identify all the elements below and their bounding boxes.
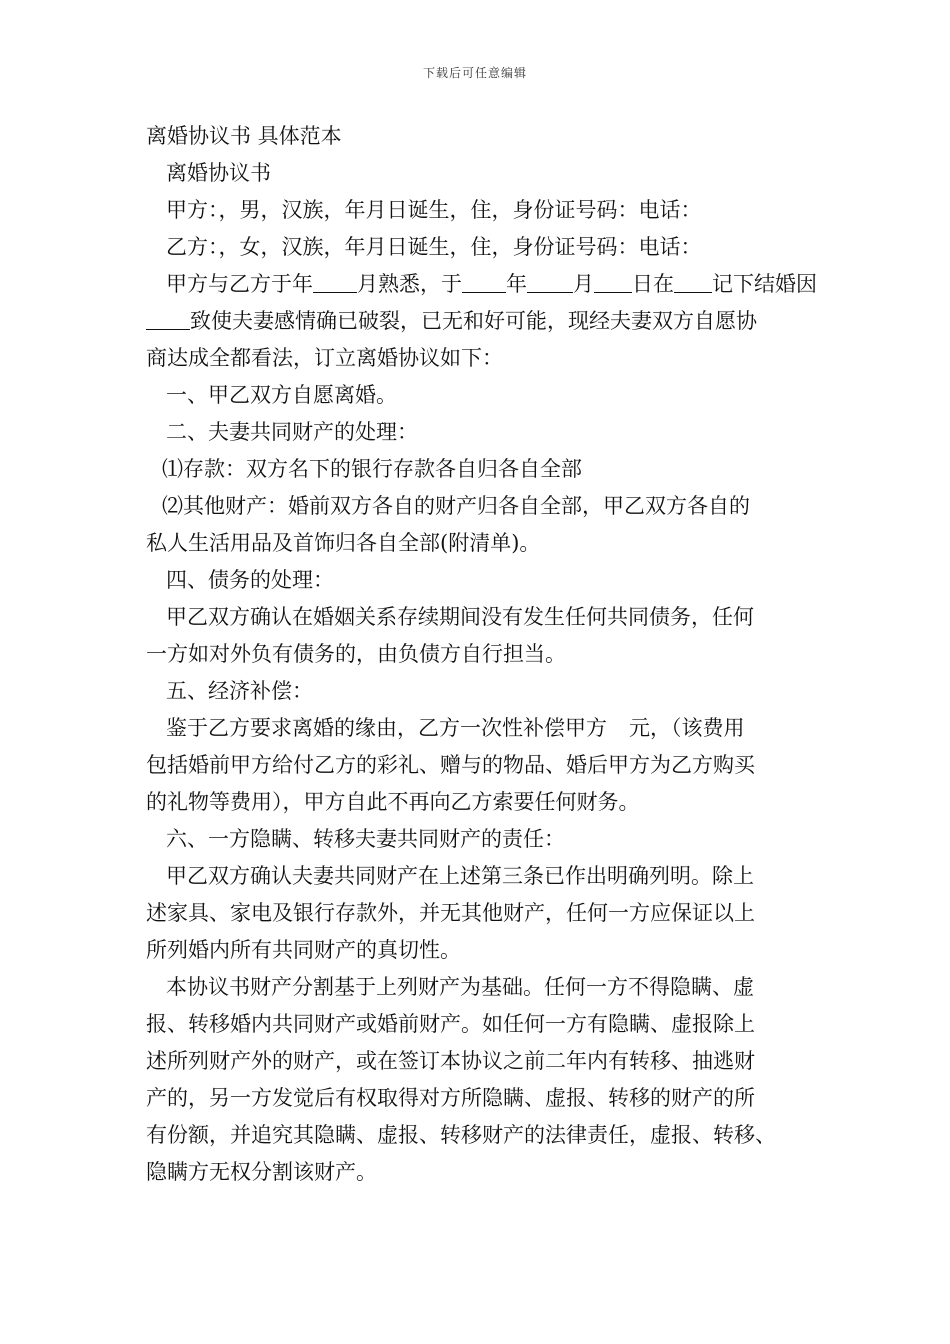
property-clause-cont: 报、转移婚内共同财产或婚前财产。如任何一方有隐瞒、虚报除上: [146, 1012, 755, 1036]
property-clause: 本协议书财产分割基于上列财产为基础。任何一方不得隐瞒、虚: [166, 975, 754, 999]
section-5-heading: 五、经济补偿：: [166, 679, 313, 703]
property-clause-cont-4: 有份额，并追究其隐瞒、虚报、转移财产的法律责任，虚报、转移、: [146, 1123, 776, 1147]
download-note: 下载后可任意编辑: [422, 66, 527, 80]
section-5-text-cont: 包括婚前甲方给付乙方的彩礼、赠与的物品、婚后甲方为乙方购买: [146, 753, 755, 777]
section-5-text-cont-2: 的礼物等费用），甲方自此不再向乙方索要任何财务。: [146, 790, 640, 814]
blank-field: [462, 272, 506, 293]
blank-field: [594, 272, 632, 293]
intro-line-2: 致使夫妻感情确已破裂，已无和好可能，现经夫妻双方自愿协: [146, 303, 826, 340]
section-6-text-cont: 述家具、家电及银行存款外，并无其他财产，任何一方应保证以上: [146, 901, 755, 925]
blank-field: [527, 272, 573, 293]
intro-line-3: 商达成全都看法，订立离婚协议如下：: [146, 346, 503, 370]
section-6-text: 甲乙双方确认夫妻共同财产在上述第三条已作出明确列明。除上: [166, 864, 754, 888]
agreement-heading: 离婚协议书: [166, 161, 271, 185]
section-2-item-2-cont: 私人生活用品及首饰归各自全部(附清单)。: [146, 531, 541, 555]
section-6-heading: 六、一方隐瞒、转移夫妻共同财产的责任：: [166, 827, 565, 851]
property-clause-cont-2: 述所列财产外的财产，或在签订本协议之前二年内有转移、抽逃财: [146, 1049, 755, 1073]
party-b-info: 乙方：，女，汉族，年月日诞生，住，身份证号码：电话：: [166, 235, 702, 259]
intro-line-1: 甲方与乙方于年 月熟悉，于 年 月 日在 记下结婚因: [166, 272, 817, 296]
party-a-info: 甲方：，男，汉族，年月日诞生，住，身份证号码：电话：: [166, 198, 702, 222]
section-4-text: 甲乙双方确认在婚姻关系存续期间没有发生任何共同债务，任何: [166, 605, 754, 629]
section-4-heading: 四、债务的处理：: [166, 568, 334, 592]
section-2-heading: 二、夫妻共同财产的处理：: [166, 420, 418, 444]
document-title: 离婚协议书 具体范本: [146, 124, 342, 148]
section-2-item-2: ⑵其他财产：婚前双方各自的财产归各自全部，甲乙双方各自的: [162, 494, 750, 518]
section-6-text-cont-2: 所列婚内所有共同财产的真切性。: [146, 938, 461, 962]
blank-field: [674, 272, 712, 293]
document-body: [146, 118, 826, 1191]
blank-field: [146, 309, 190, 330]
section-4-text-cont: 一方如对外负有债务的，由负债方自行担当。: [146, 642, 566, 666]
property-clause-cont-5: 隐瞒方无权分割该财产。: [146, 1160, 377, 1184]
section-2-item-1: ⑴存款：双方名下的银行存款各自归各自全部: [162, 457, 582, 481]
blank-field: [313, 272, 357, 293]
section-5-text: 鉴于乙方要求离婚的缘由，乙方一次性补偿甲方 元，（该费用: [166, 716, 745, 740]
section-1: 一、甲乙双方自愿离婚。: [166, 383, 397, 407]
property-clause-cont-3: 产的，另一方发觉后有权取得对方所隐瞒、虚报、转移的财产的所: [146, 1086, 755, 1110]
